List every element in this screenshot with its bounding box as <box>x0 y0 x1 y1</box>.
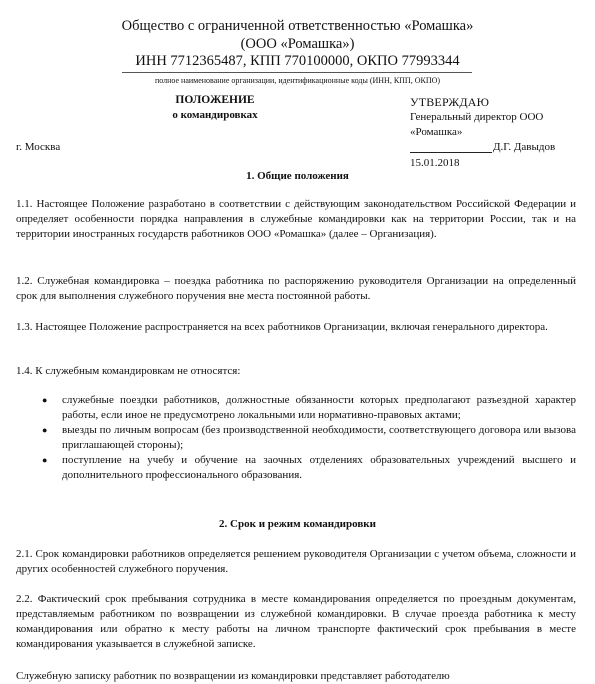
approval-signer: Д.Г. Давыдов <box>493 141 556 153</box>
paragraph-1-3: 1.3. Настоящее Положение распространяется на всех работников Организации, включая генерального директора. <box>16 321 548 333</box>
header-divider <box>122 72 472 73</box>
list-item <box>42 453 576 483</box>
document-subtitle: о командировках <box>172 109 258 121</box>
paragraph-1-4: 1.4. К служебным командировкам не относятся: <box>16 365 241 377</box>
section-2-heading: 2. Срок и режим командировки <box>219 518 376 530</box>
bullet-icon: ● <box>42 425 48 435</box>
organization-short-name: (ООО «Ромашка») <box>240 36 355 52</box>
paragraph-2-1: 2.1. Срок командировки работников определяется решением руководителя Организации с учетом объема, сложности и других особенностей служебного поручения. <box>16 548 576 575</box>
city: г. Москва <box>16 141 61 153</box>
signature-line <box>410 142 492 153</box>
organization-name: Общество с ограниченной ответственностью «Ромашка» <box>121 18 474 34</box>
list-item <box>42 393 576 423</box>
list-item <box>42 423 576 453</box>
approval-date: 15.01.2018 <box>410 157 460 169</box>
paragraph-1-1: 1.1. Настоящее Положение разработано в соответствии с действующим законодательством Российской Федерации и определяет особенности порядка направления в служебные командировки как на территории России, так и на территории иностранных государств работников ООО «Ромашка» (далее – Организация). <box>16 198 576 240</box>
paragraph-1-2: 1.2. Служебная командировка – поездка работника по распоряжению руководителя Организации на определенный срок для выполнения служебного поручения вне места постоянной работы. <box>16 275 576 302</box>
approval-signature <box>410 141 555 153</box>
exclusions-list <box>42 393 576 483</box>
section-1-heading: 1. Общие положения <box>246 170 349 182</box>
list-item-text: выезды по личным вопросам (без производственной необходимости, соответствующего договора или вызова приглашающей стороны); <box>62 424 576 451</box>
header-caption: полное наименование организации, идентификационные коды (ИНН, КПП, ОКПО) <box>154 76 441 85</box>
document-title: ПОЛОЖЕНИЕ <box>175 94 255 106</box>
bullet-icon: ● <box>42 395 48 405</box>
approval-label: УТВЕРЖДАЮ <box>410 95 490 109</box>
paragraph-2-3: Служебную записку работник по возвращении из командировки представляет работодателю <box>16 670 450 682</box>
approval-position-line1: Генеральный директор ООО <box>410 111 544 123</box>
list-item-text: поступление на учебу и обучение на заочных отделениях образовательных учреждений высшего и дополнительного профессионального образования. <box>62 454 576 481</box>
organization-codes: ИНН 7712365487, КПП 770100000, ОКПО 77993344 <box>135 53 460 69</box>
bullet-icon: ● <box>42 455 48 465</box>
paragraph-2-2: 2.2. Фактический срок пребывания сотрудника в месте командирования определяется по проездным документам, представляемым работником по возвращении из служебной командировки. В случае проезда работника к месту командирования или обратно к месту работы на личном транспорте фактический срок пребывания в месте командирования указывается в служебной записке. <box>16 593 576 650</box>
list-item-text: служебные поездки работников, должностные обязанности которых предполагают разъездной характер работы, если иное не предусмотрено локальными или нормативно-правовых актами; <box>62 394 576 421</box>
approval-position-line2: «Ромашка» <box>410 126 463 138</box>
